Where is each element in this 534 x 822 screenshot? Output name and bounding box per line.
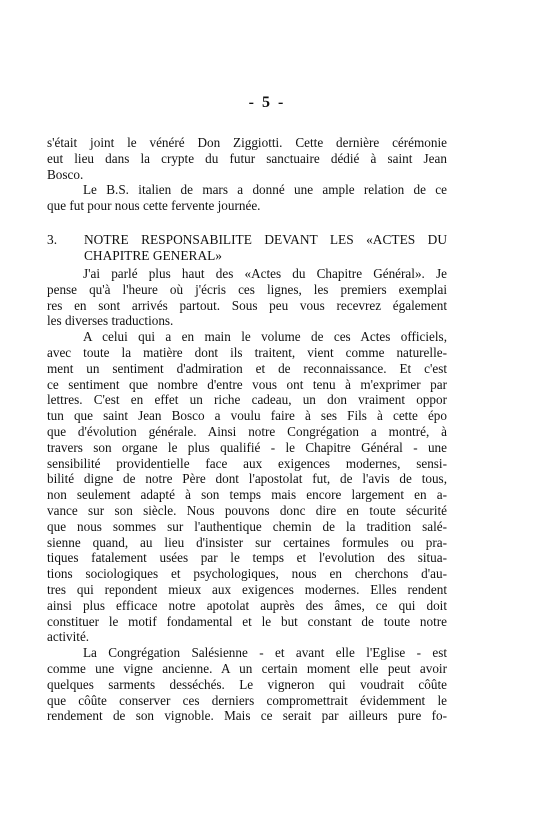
page-number: - 5 - — [248, 94, 286, 111]
text-line: ment un sentiment d'admiration et de reconnaissance. Et c'est — [47, 360, 447, 376]
intro-paragraphs — [47, 135, 447, 214]
text-line: s'était joint le vénéré Don Ziggiotti. Cette dernière cérémonie — [47, 135, 447, 150]
text-line: comme une vigne ancienne. A un certain moment elle peut avoir — [47, 660, 447, 676]
text-line: non seulement adapté à son temps mais encore largement en a- — [47, 487, 447, 503]
section-title-line: NOTRE RESPONSABILITE DEVANT LES «ACTES DU — [84, 232, 447, 247]
text-line: res en sont arrivés partout. Sous peu vous recevrez également — [47, 297, 447, 313]
text-line: que d'évolution générale. Ainsi notre Congrégation a montré, à — [47, 423, 447, 439]
text-line: tun que saint Jean Bosco a voulu faire à ses Fils à cette épo — [47, 408, 447, 424]
text-line: Bosco. — [47, 166, 84, 182]
section-heading — [47, 232, 447, 264]
section-body — [47, 266, 447, 724]
text-line: rendement de son vignoble. Mais ce serait par ailleurs pure fo- — [47, 708, 447, 724]
text-line: activité. — [47, 629, 90, 645]
text-line: sensibilité providentielle face aux exigences modernes, sensi- — [47, 455, 447, 471]
text-line: les diverses traductions. — [47, 313, 174, 329]
section-title-line: CHAPITRE GENERAL» — [84, 248, 222, 263]
text-line: A celui qui a en main le volume de ces Actes officiels, — [83, 329, 447, 345]
text-line: que fut pour nous cette fervente journée. — [47, 198, 261, 214]
text-line: tiques fatalement usées par le temps et l'evolution des situa- — [47, 550, 447, 566]
text-line: eut lieu dans la crypte du futur sanctuaire dédié à saint Jean — [47, 150, 447, 166]
text-line: que côûte conserver ces derniers compromettrait évidemment le — [47, 692, 447, 708]
text-line: lettres. C'est en effet un riche cadeau, un don vraiment oppor — [47, 392, 447, 408]
text-line: vance sur son siècle. Nous pouvons donc dire en toute sécurité — [47, 502, 447, 518]
section-number: 3. — [47, 232, 58, 247]
text-line: que nous sommes sur l'authentique chemin de la tradition salé- — [47, 518, 447, 534]
text-line: Le B.S. italien de mars a donné une ample relation de ce — [83, 182, 447, 198]
text-line: quelques sarments desséchés. Le vigneron qui voudrait côûte — [47, 676, 447, 692]
text-line: avec toute la matière dont ils traitent, vient comme naturelle- — [47, 344, 447, 360]
text-line: bilité digne de notre Père dont l'apostolat fut, de l'avis de tous, — [47, 471, 447, 487]
text-line: sienne quand, au lieu d'insister sur certaines formules ou pra- — [47, 534, 447, 550]
text-line: pense qu'à l'heure où j'écris ces lignes, les premiers exemplai — [47, 281, 447, 297]
text-line: tions sociologiques et psychologiques, nous en cherchons d'au- — [47, 566, 447, 582]
text-line: constituer le motif fondamental et le but constant de toute notre — [47, 613, 447, 629]
text-line: J'ai parlé plus haut des «Actes du Chapitre Général». Je — [83, 266, 447, 281]
text-line: ce sentiment que nombre d'entre vous ont tenu à m'exprimer par — [47, 376, 447, 392]
text-line: tres qui repondent mieux aux exigences modernes. Elles rendent — [47, 581, 447, 597]
text-line: travers son organe le plus qualifié - le Chapitre Général - une — [47, 439, 447, 455]
text-line: ainsi plus efficace notre apotolat auprès des âmes, ce qui doit — [47, 597, 447, 613]
text-line: La Congrégation Salésienne - et avant elle l'Eglise - est — [83, 645, 447, 661]
